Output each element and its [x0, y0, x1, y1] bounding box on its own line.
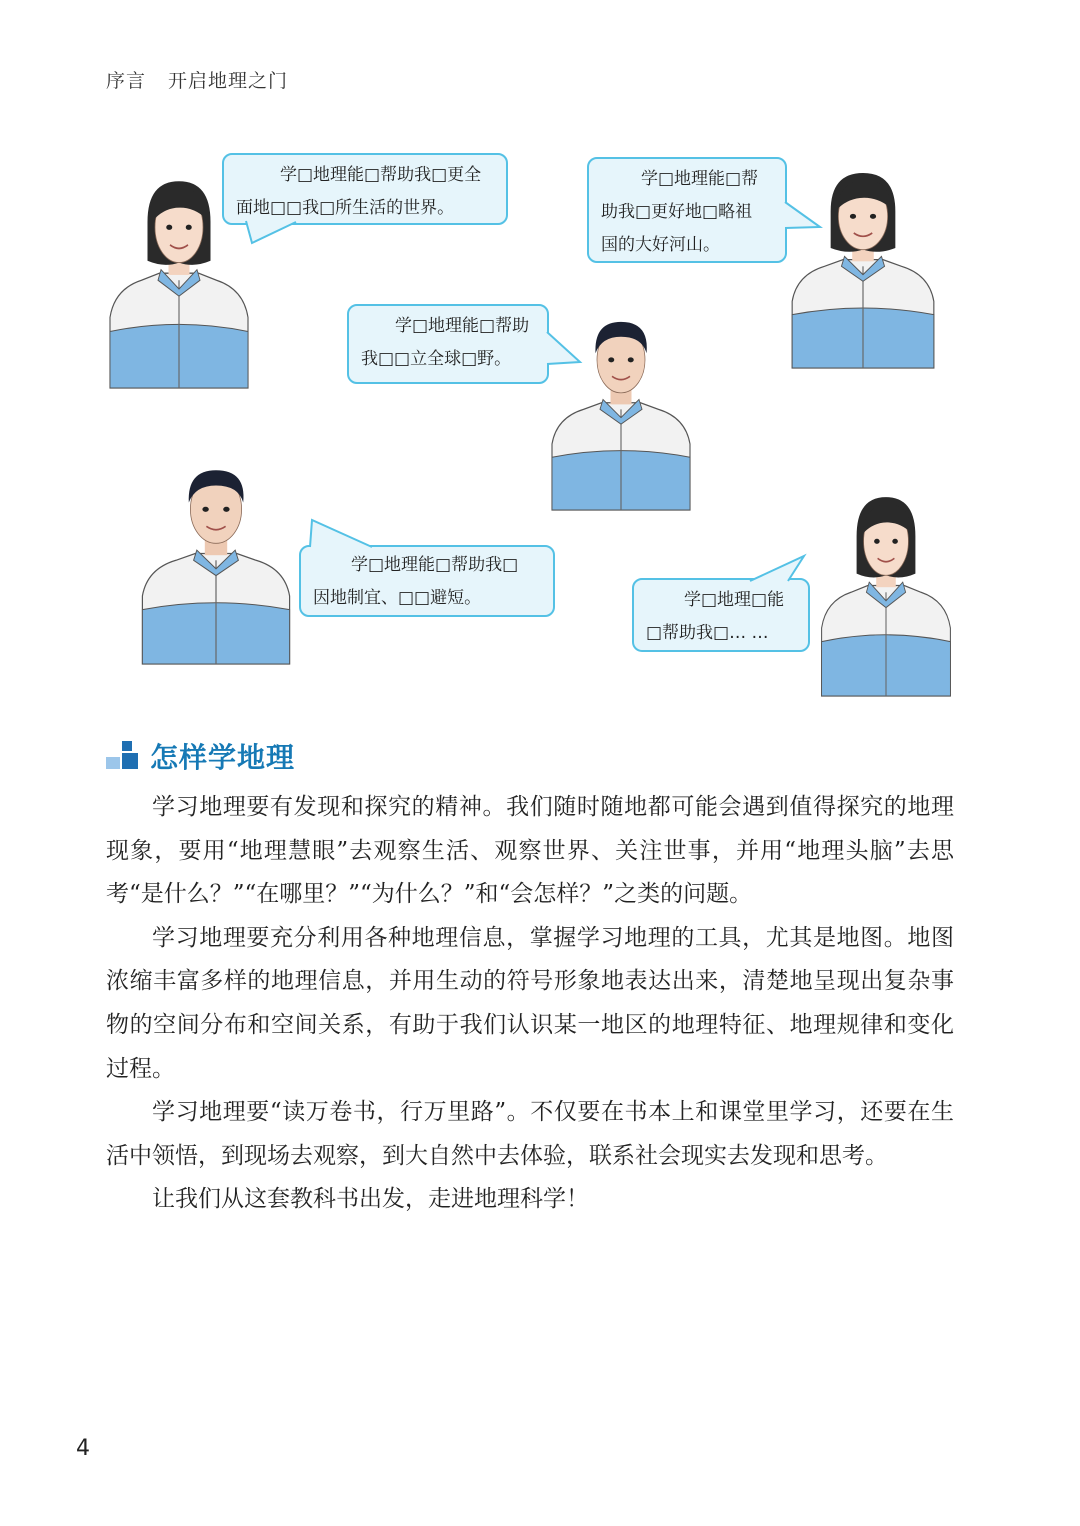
header-section: 序言	[106, 70, 147, 92]
speech-bubble-tail	[244, 221, 304, 245]
body-text	[106, 786, 954, 1222]
bubble-text: 学□地理能□帮助我□	[351, 555, 519, 575]
speech-bubble-tail	[546, 330, 586, 370]
bubble-text: 面地□□我□所生活的世界。	[236, 198, 455, 218]
bubble-text: 学□地理能□帮助我□更全	[280, 165, 482, 185]
bubble-text: 学□地理能□帮	[641, 169, 759, 189]
speech-bubble	[222, 153, 508, 225]
speech-bubble-tail	[308, 518, 378, 548]
speech-bubble	[299, 545, 555, 617]
bubble-text: 助我□更好地□略祖	[601, 202, 753, 222]
speech-bubble	[632, 578, 810, 652]
paragraph: 学习地理要“读万卷书，行万里路”。不仅要在书本上和课堂里学习，还要在生活中领悟，到现场去观察，到大自然中去体验，联系社会现实去发现和思考。	[106, 1099, 954, 1169]
section-title: 怎样学地理	[150, 741, 296, 774]
bubble-text: 因地制宜、□□避短。	[313, 588, 482, 608]
speech-bubble	[587, 157, 787, 263]
bubble-text: 我□□立全球□野。	[361, 349, 512, 369]
bubble-text: □帮助我□… …	[646, 623, 769, 643]
speech-bubble-tail	[784, 200, 824, 240]
student-illustration	[786, 168, 940, 368]
speech-bubble-tail	[748, 554, 808, 582]
student-illustration	[136, 460, 296, 664]
paragraph: 学习地理要充分利用各种地理信息，掌握学习地理的工具，尤其是地图。地图浓缩丰富多样的地理信息，并用生动的符号形象地表达出来，清楚地呈现出复杂事物的空间分布和空间关系，有助于我们认识某一地区的地理特征、地理规律和变化过程。	[106, 924, 954, 1082]
paragraph: 让我们从这套教科书出发，走进地理科学！	[152, 1186, 589, 1213]
page-number: 4	[76, 1436, 90, 1461]
running-header	[106, 66, 288, 93]
header-title: 开启地理之门	[168, 70, 289, 92]
bubble-text: 国的大好河山。	[601, 235, 720, 255]
student-illustration	[816, 492, 956, 696]
speech-bubble	[347, 304, 549, 384]
bubble-text: 学□地理能□帮助	[395, 316, 530, 336]
paragraph: 学习地理要有发现和探究的精神。我们随时随地都可能会遇到值得探究的地理现象，要用“地理慧眼”去观察生活、观察世界、关注世事，并用“地理头脑”去思考“是什么？”“在哪里？”“为什么？”和“会怎样？”之类的问题。	[106, 794, 954, 908]
section-marker-icon	[106, 741, 138, 769]
bubble-text: 学□地理□能	[684, 590, 785, 610]
